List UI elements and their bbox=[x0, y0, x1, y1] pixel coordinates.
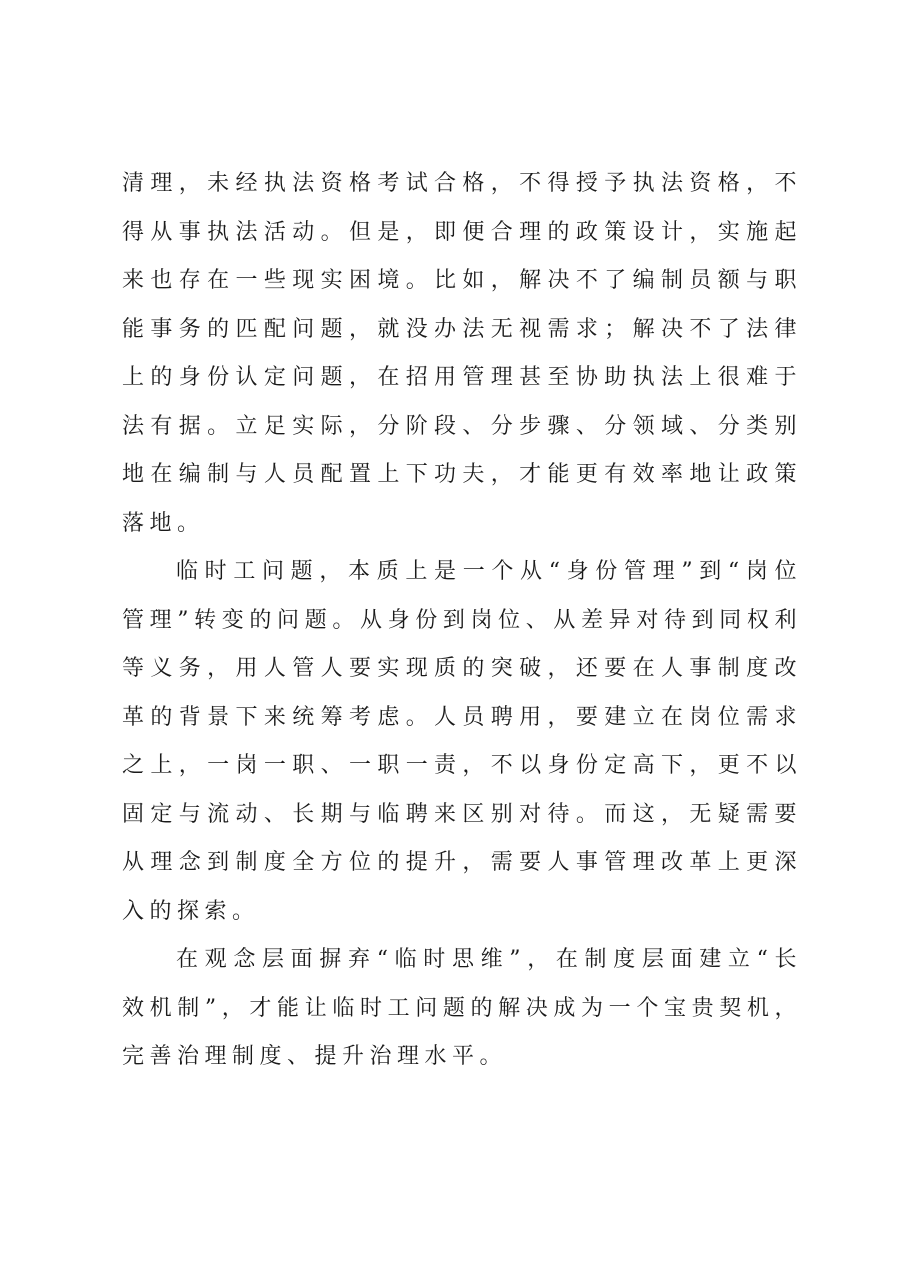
document-body bbox=[122, 160, 802, 1082]
paragraph-continued: 清理，未经执法资格考试合格，不得授予执法资格，不得从事执法活动。但是，即便合理的政策设计，实施起来也存在一些现实困境。比如，解决不了编制员额与职能事务的匹配问题，就没办法无视需求；解决不了法律上的身份认定问题，在招用管理甚至协助执法上很难于法有据。立足实际，分阶段、分步骤、分领域、分类别地在编制与人员配置上下功夫，才能更有效率地让政策落地。 bbox=[122, 171, 802, 536]
paragraph-conclusion: 在观念层面摒弃“临时思维”，在制度层面建立“长效机制”，才能让临时工问题的解决成为一个宝贵契机，完善治理制度、提升治理水平。 bbox=[122, 947, 802, 1069]
paragraph-temp-worker-issue: 临时工问题，本质上是一个从“身份管理”到“岗位管理”转变的问题。从身份到岗位、从差异对待到同权利等义务，用人管人要实现质的突破，还要在人事制度改革的背景下来统筹考虑。人员聘用，要建立在岗位需求之上，一岗一职、一职一责，不以身份定高下，更不以固定与流动、长期与临聘来区别对待。而这，无疑需要从理念到制度全方位的提升，需要人事管理改革上更深入的探索。 bbox=[122, 559, 802, 924]
